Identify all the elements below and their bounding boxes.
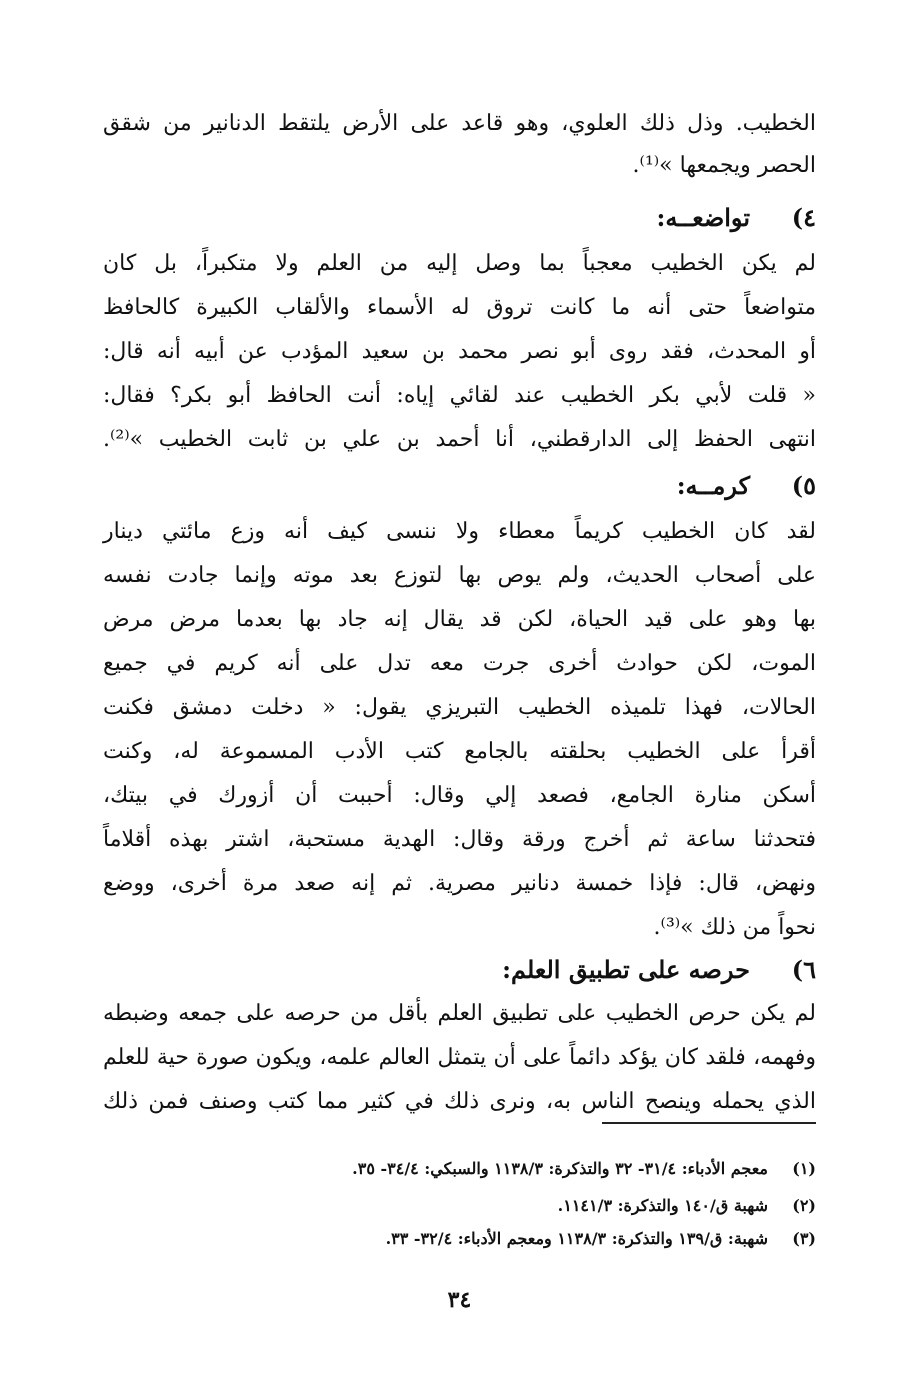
- paragraph-line: على أصحاب الحديث، ولم يوص بها لتوزع بعد موته وإنما جادت نفسه: [103, 563, 816, 588]
- paragraph-line: ونهض، قال: فإذا خمسة دنانير مصرية. ثم إنه صعد مرة أخرى، ووضع: [103, 871, 816, 896]
- paragraph-line: الذي يحمله وينصح الناس به، ونرى ذلك في كثير مما كتب وصنف فمن ذلك: [103, 1089, 816, 1114]
- paragraph-line: فتحدثنا ساعة ثم أخرج ورقة وقال: الهدية مستحبة، اشتر بهذه أقلاماً: [103, 827, 816, 852]
- paragraph-line: نحواً من ذلك »⁽³⁾.: [653, 915, 816, 940]
- paragraph-line: الخطيب. وذل ذلك العلوي، وهو قاعد على الأرض يلتقط الدنانير من شقق: [103, 111, 816, 136]
- section-number: ٤): [791, 203, 816, 232]
- footnote-text: معجم الأدباء: ٣١/٤- ٣٢ والتذكرة: ١١٣٨/٣ والسبكي: ٣٤/٤- ٣٥.: [352, 1159, 768, 1178]
- paragraph-line: « قلت لأبي بكر الخطيب عند لقائي إياه: أنت الحافظ أبو بكر؟ فقال:: [103, 383, 816, 408]
- paragraph-line: متواضعاً حتى أنه ما كانت تروق له الأسماء والألقاب الكبيرة كالحافظ: [103, 295, 816, 320]
- section-heading-humility: [103, 198, 816, 238]
- section-number: ٥): [791, 471, 816, 500]
- footnote: [103, 1226, 816, 1252]
- footnote-number: (٢): [792, 1196, 816, 1215]
- footnote-number: (١): [792, 1159, 816, 1178]
- paragraph-line: الحصر ويجمعها »⁽¹⁾.: [632, 153, 816, 178]
- paragraph-line: الموت، لكن حوادث أخرى جرت معه تدل على أنه كريم في جميع: [103, 651, 816, 676]
- page-number: ٣٤: [447, 1287, 472, 1313]
- footnote-text: شهبة ق/١٤٠ والتذكرة: ١١٤١/٣.: [557, 1196, 768, 1215]
- footnote-number: (٣): [792, 1229, 816, 1248]
- section-title: حرصه على تطبيق العلم:: [502, 955, 750, 984]
- section-title: كرمــه:: [676, 471, 750, 500]
- section-heading-applying-knowledge: [103, 950, 816, 990]
- paragraph-line: لقد كان الخطيب كريماً معطاء ولا ننسى كيف أنه وزع مائتي دينار: [103, 519, 816, 544]
- footnote: [103, 1156, 816, 1182]
- section-heading-generosity: [103, 466, 816, 506]
- paragraph-line: لم يكن حرص الخطيب على تطبيق العلم بأقل من حرصه على جمعه وضبطه: [103, 1001, 816, 1026]
- paragraph-line: بها وهو على قيد الحياة، لكن قد يقال إنه جاد بها بعدما مرض مرض: [103, 607, 816, 632]
- footnote-text: شهبة: ق/١٣٩ والتذكرة: ١١٣٨/٣ ومعجم الأدباء: ٣٢/٤- ٣٣.: [385, 1229, 768, 1248]
- section-number: ٦): [791, 955, 816, 984]
- paragraph-line: أو المحدث، فقد روى أبو نصر محمد بن سعيد المؤدب عن أبيه أنه قال:: [103, 339, 816, 364]
- paragraph-line: وفهمه، فلقد كان يؤكد دائماً على أن يتمثل العالم علمه، ويكون صورة حية للعلم: [103, 1045, 816, 1070]
- paragraph-line: أسكن منارة الجامع، فصعد إلي وقال: أحببت أن أزورك في بيتك،: [103, 783, 816, 808]
- paragraph-line: أقرأ على الخطيب بحلقته بالجامع كتب الأدب المسموعة له، وكنت: [103, 739, 816, 764]
- paragraph-line: انتهى الحفظ إلى الدارقطني، أنا أحمد بن علي بن ثابت الخطيب »⁽²⁾.: [103, 427, 816, 452]
- paragraph-line: لم يكن الخطيب معجباً بما وصل إليه من العلم ولا متكبراً، بل كان: [103, 251, 816, 276]
- footnote: [103, 1193, 816, 1219]
- section-title: تواضعــه:: [656, 203, 750, 232]
- footnote-separator: [602, 1122, 816, 1124]
- paragraph-line: الحالات، فهذا تلميذه الخطيب التبريزي يقول: « دخلت دمشق فكنت: [103, 695, 816, 720]
